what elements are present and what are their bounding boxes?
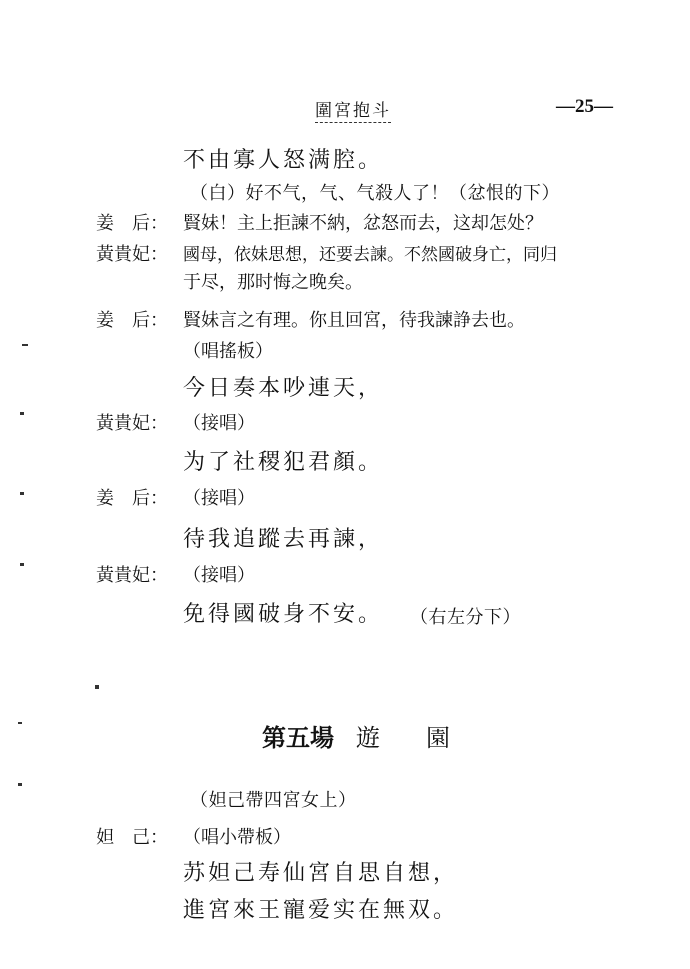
stage-direction: （接唱） [183, 565, 255, 586]
scan-mark [20, 563, 24, 566]
scan-mark [20, 492, 24, 495]
stage-direction: （接唱） [183, 488, 255, 509]
stage-direction: （右左分下） [410, 607, 521, 628]
scan-mark [18, 722, 22, 724]
speaker-label: 姜 后： [96, 213, 168, 234]
stage-direction: （唱小帶板） [183, 827, 291, 848]
sung-line: 免得國破身不安。 [183, 602, 384, 627]
scan-mark [20, 412, 24, 415]
sung-line: 待我追蹤去再諫， [183, 527, 384, 552]
dialogue-text: 國母，依妹思想，还要去諫。不然國破身亡，同归 [183, 245, 557, 265]
dialogue-continuation: 于尽，那时悔之晚矣。 [183, 272, 363, 293]
scan-mark [18, 783, 22, 786]
sung-line: 不由寡人怒满腔。 [183, 148, 384, 173]
speaker-label: 黃貴妃： [96, 565, 168, 586]
spoken-line: （白）好不气，气、气殺人了！（忿恨的下） [190, 183, 560, 204]
speaker-label: 姜 后： [96, 488, 168, 509]
sung-line: 進宮來王寵爱实在無双。 [183, 898, 459, 923]
scene-number: 第五場 [262, 723, 334, 752]
scan-mark [22, 344, 28, 346]
speaker-label: 姜 后： [96, 310, 168, 331]
stage-direction: （妲己帶四宮女上） [190, 790, 357, 811]
scene-name: 遊園 [356, 724, 496, 752]
dialogue-text: 賢妹！主上拒諫不納，忿怒而去，这却怎处？ [183, 213, 543, 234]
stage-direction: （唱搖板） [183, 341, 273, 362]
dialogue-text: 賢妹言之有理。你且回宮，待我諫諍去也。 [183, 310, 525, 331]
sung-line: 今日奏本吵連天， [183, 376, 384, 401]
sung-line: 为了社稷犯君顏。 [183, 450, 384, 475]
scan-mark [95, 685, 99, 689]
speaker-label: 妲 己： [96, 827, 168, 848]
stage-direction: （接唱） [183, 413, 255, 434]
page-number: —25— [556, 96, 613, 117]
scene-heading [262, 718, 496, 753]
sung-line: 苏妲己寿仙宮自思自想， [183, 861, 459, 886]
speaker-label: 黃貴妃： [96, 244, 168, 265]
running-header-title: 圍宮抱斗 [315, 96, 391, 123]
speaker-label: 黃貴妃： [96, 413, 168, 434]
